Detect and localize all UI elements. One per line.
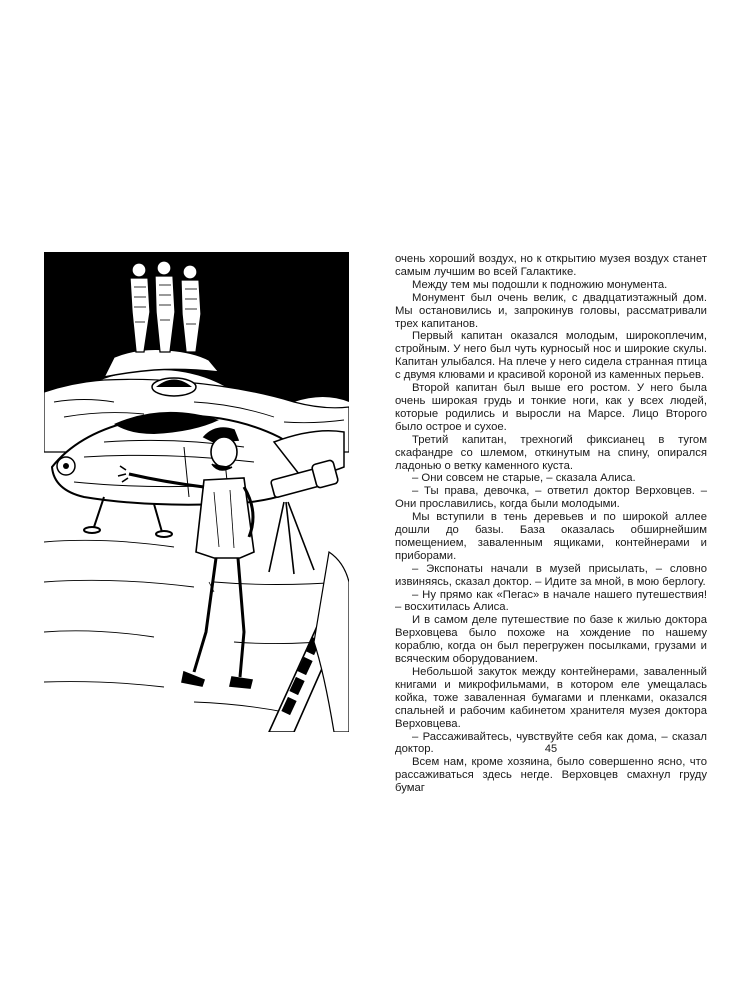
paragraph: И в самом деле путешествие по базе к жилью доктора Верховцева было похоже на хождение по нашему кораблю, когда он был перегружен посылками, грузами и всяческим оборудованием. <box>395 614 707 666</box>
paragraph: Третий капитан, трехногий фиксианец в тугом скафандре со шлемом, откинутым на спину, опирался ладонью о ветку каменного куста. <box>395 433 707 472</box>
illustration <box>44 252 349 732</box>
paragraph: Между тем мы подошли к подножию монумента. <box>412 278 668 291</box>
paragraph: – Экспонаты начали в музей присылать, – словно извиняясь, сказал доктор. – Идите за мной, в мою берлогу. <box>395 562 707 588</box>
paragraph: Первый капитан оказался молодым, широкоплечим, стройным. У него был чуть курносый нос и широкие скулы. Капитан улыбался. На плече у него сидела странная птица с двумя клювами и красивой короной из каменных перьев. <box>395 330 707 382</box>
paragraph: очень хороший воздух, но к открытию музея воздух станет самым лучшим во всей Галактике. <box>395 253 707 278</box>
paragraph: Мы вступили в тень деревьев и по широкой аллее дошли до базы. База оказалась обширнейшим помещением, заваленным ящиками, контейнерами и приборами. <box>395 511 707 562</box>
monument-illustration-icon <box>44 252 349 732</box>
paragraph: – Рассаживайтесь, чувствуйте себя как дома, – сказал доктор. <box>395 730 707 756</box>
paragraph: Второй капитан был выше его ростом. У него была очень широкая грудь и тонкие ноги, как у всех людей, которые родились и выросли на Марсе. Лицо Второго было острое и сухое. <box>395 382 707 433</box>
paragraph: Монумент был очень велик, с двадцатиэтажный дом. Мы остановились и, запрокинув головы, рассматривали трех капитанов. <box>395 291 707 330</box>
paragraph: Небольшой закуток между контейнерами, заваленный книгами и микрофильмами, в котором еле умещалась койка, тоже заваленная бумагами и пленками, оказался спальней и рабочим кабинетом хранителя музея доктора Верховцева. <box>395 666 707 730</box>
paragraph: – Ну прямо как «Пегас» в начале нашего путешествия! – восхитилась Алиса. <box>395 588 707 614</box>
paragraph: Всем нам, кроме хозяина, было совершенно ясно, что рассаживаться здесь негде. Верховцев смахнул груду бумаг <box>395 756 707 795</box>
text-column <box>395 253 707 795</box>
paragraph: – Они совсем не старые, – сказала Алиса. <box>412 472 636 485</box>
paragraph: – Ты права, девочка, – ответил доктор Верховцев. – Они прославились, когда были молодыми. <box>395 485 707 511</box>
page-number: 45 <box>544 743 558 755</box>
